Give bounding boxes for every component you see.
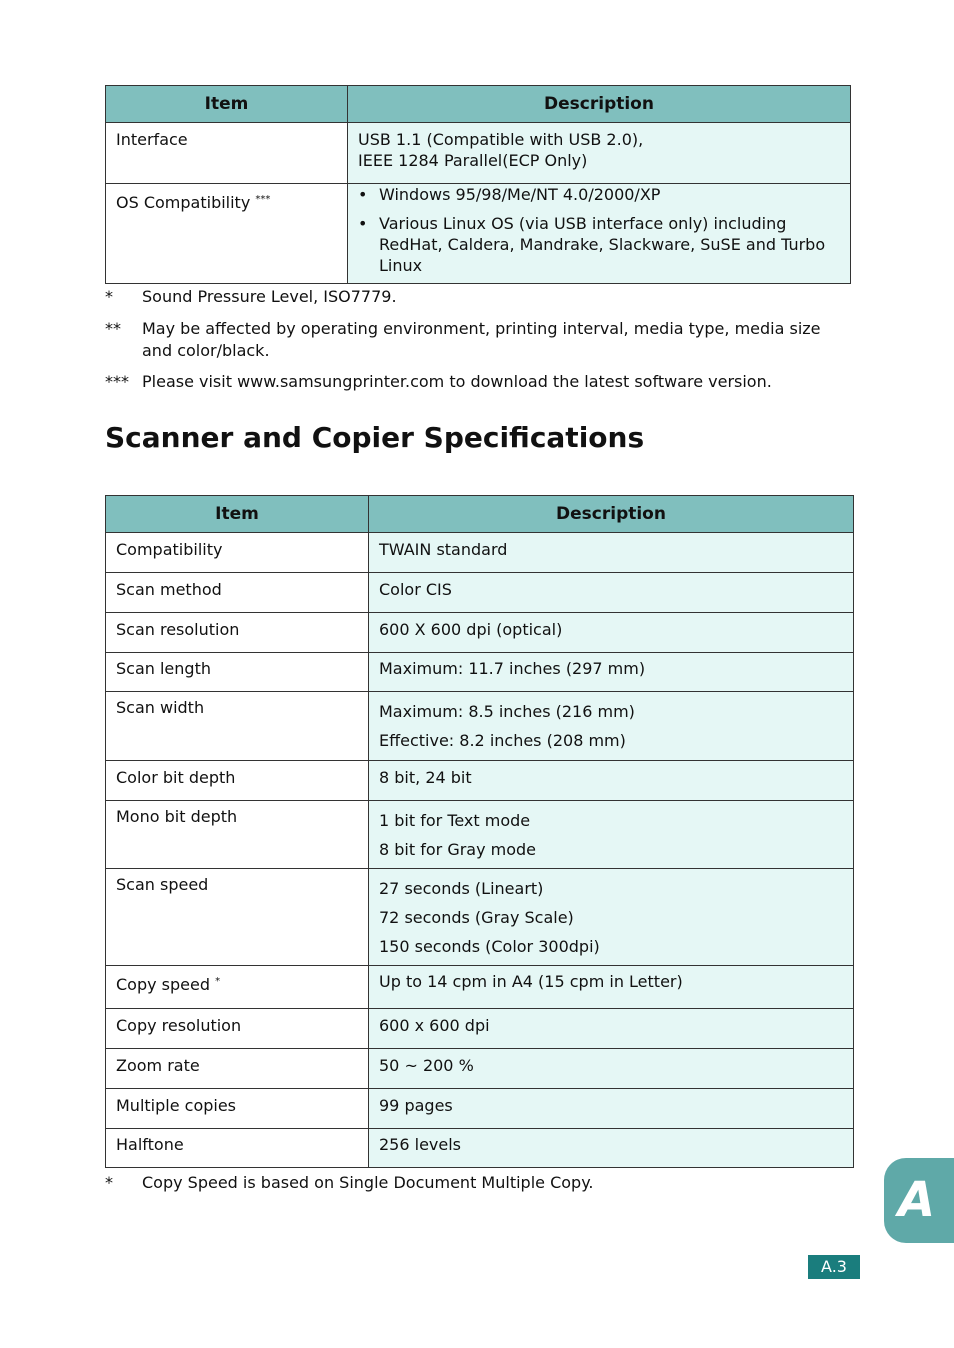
- row-item-label: Copy speed: [116, 975, 211, 994]
- table-row: [106, 966, 854, 1009]
- table-row: [106, 123, 851, 184]
- appendix-tab: A: [884, 1158, 954, 1243]
- row-description: [369, 1049, 854, 1089]
- printer-spec-table: [105, 85, 851, 284]
- item-column-header: Item: [106, 86, 348, 123]
- description-line: Up to 14 cpm in A4 (15 cpm in Letter): [379, 972, 683, 991]
- table-header-row: [106, 86, 851, 123]
- footnote-marker: ***: [255, 194, 271, 205]
- row-item: [106, 869, 369, 966]
- row-description: [369, 801, 854, 869]
- description-line: 8 bit for Gray mode: [379, 840, 537, 859]
- row-item: [106, 692, 369, 761]
- footnote-text: Copy Speed is based on Single Document Multiple Copy.: [142, 1173, 594, 1192]
- row-item-label: Halftone: [116, 1135, 184, 1154]
- footnote-text: Sound Pressure Level, ISO7779.: [142, 287, 397, 306]
- footnote-text: Please visit www.samsungprinter.com to download the latest software version.: [142, 372, 772, 391]
- row-item-label: Scan method: [116, 580, 222, 599]
- row-item: [106, 573, 369, 613]
- description-line: 600 X 600 dpi (optical): [379, 620, 563, 639]
- description-column-header: Description: [369, 496, 854, 533]
- row-item: [106, 1009, 369, 1049]
- row-description: [369, 613, 854, 653]
- row-item: [106, 613, 369, 653]
- footnote-mark: **: [105, 319, 121, 338]
- row-item: [106, 1129, 369, 1168]
- list-item: • Various Linux OS (via USB interface only) including RedHat, Caldera, Mandrake, Slackware, SuSE and Turbo Linux: [358, 214, 826, 275]
- row-description: [348, 184, 851, 284]
- row-item-label: Zoom rate: [116, 1056, 200, 1075]
- row-item: [106, 184, 348, 284]
- row-item: [106, 653, 369, 692]
- row-item: [106, 1089, 369, 1129]
- row-item-label: Scan resolution: [116, 620, 240, 639]
- row-description: [369, 573, 854, 613]
- row-item-label: Scan speed: [116, 875, 209, 894]
- table-row: [106, 801, 854, 869]
- bullet-list: [358, 184, 840, 276]
- row-item-label: Color bit depth: [116, 768, 236, 787]
- row-item-label: Compatibility: [116, 540, 223, 559]
- description-line: 1 bit for Text mode: [379, 811, 531, 830]
- section-title: Scanner and Copier Specifications: [105, 421, 645, 454]
- table-row: [106, 1049, 854, 1089]
- row-item: [106, 533, 369, 573]
- description-line: 50 ~ 200 %: [379, 1056, 474, 1075]
- table-row: [106, 1089, 854, 1129]
- table-row: [106, 1009, 854, 1049]
- row-description: [369, 1009, 854, 1049]
- table-row: [106, 761, 854, 801]
- row-description: [369, 653, 854, 692]
- footnote-mark: *: [105, 1173, 113, 1192]
- row-item: [106, 801, 369, 869]
- table-row: [106, 184, 851, 284]
- description-line: 600 x 600 dpi: [379, 1016, 490, 1035]
- description-line: 8 bit, 24 bit: [379, 768, 472, 787]
- footnote: [105, 1172, 850, 1194]
- description-line: 99 pages: [379, 1096, 453, 1115]
- description-line: 72 seconds (Gray Scale): [379, 908, 574, 927]
- footnote-mark: ***: [105, 372, 129, 391]
- row-description: [369, 761, 854, 801]
- description-line: Maximum: 11.7 inches (297 mm): [379, 659, 646, 678]
- table-row: [106, 533, 854, 573]
- table-row: [106, 869, 854, 966]
- description-column-header: Description: [348, 86, 851, 123]
- row-description: [369, 869, 854, 966]
- description-line: USB 1.1 (Compatible with USB 2.0),: [358, 130, 644, 149]
- row-item-label: Scan length: [116, 659, 211, 678]
- table-row: [106, 573, 854, 613]
- footnote: [105, 371, 850, 393]
- scanner-spec-table: [105, 495, 854, 1168]
- row-item-label: OS Compatibility: [116, 193, 251, 212]
- row-description: [369, 692, 854, 761]
- table-row: [106, 613, 854, 653]
- row-description: [369, 533, 854, 573]
- description-line: Effective: 8.2 inches (208 mm): [379, 731, 626, 750]
- row-description: [369, 1129, 854, 1168]
- row-item-label: Multiple copies: [116, 1096, 237, 1115]
- description-line: Maximum: 8.5 inches (216 mm): [379, 702, 635, 721]
- footnote: [105, 318, 850, 362]
- row-item-label: Interface: [116, 130, 188, 149]
- footnote-marker: *: [215, 976, 221, 987]
- bullet-icon: •: [358, 214, 368, 233]
- page-number-badge: A.3: [808, 1255, 860, 1279]
- list-item: • Windows 95/98/Me/NT 4.0/2000/XP: [358, 185, 661, 204]
- row-item-label: Scan width: [116, 698, 205, 717]
- description-line: 150 seconds (Color 300dpi): [379, 937, 600, 956]
- description-line: 27 seconds (Lineart): [379, 879, 544, 898]
- row-item-label: Mono bit depth: [116, 807, 238, 826]
- row-item: [106, 761, 369, 801]
- footnote: [105, 286, 850, 308]
- row-description: [348, 123, 851, 184]
- row-description: [369, 966, 854, 1009]
- row-item: [106, 1049, 369, 1089]
- description-line: IEEE 1284 Parallel(ECP Only): [358, 151, 588, 170]
- description-line: TWAIN standard: [379, 540, 508, 559]
- footnote-mark: *: [105, 287, 113, 306]
- row-item: [106, 966, 369, 1009]
- row-item: [106, 123, 348, 184]
- description-line: Color CIS: [379, 580, 452, 599]
- description-line: 256 levels: [379, 1135, 462, 1154]
- table-row: [106, 692, 854, 761]
- item-column-header: Item: [106, 496, 369, 533]
- footnote-text: May be affected by operating environment, printing interval, media type, media size and color/black.: [142, 319, 821, 360]
- table-header-row: [106, 496, 854, 533]
- bullet-icon: •: [358, 185, 368, 204]
- row-item-label: Copy resolution: [116, 1016, 242, 1035]
- table-row: [106, 653, 854, 692]
- table-row: [106, 1129, 854, 1168]
- row-description: [369, 1089, 854, 1129]
